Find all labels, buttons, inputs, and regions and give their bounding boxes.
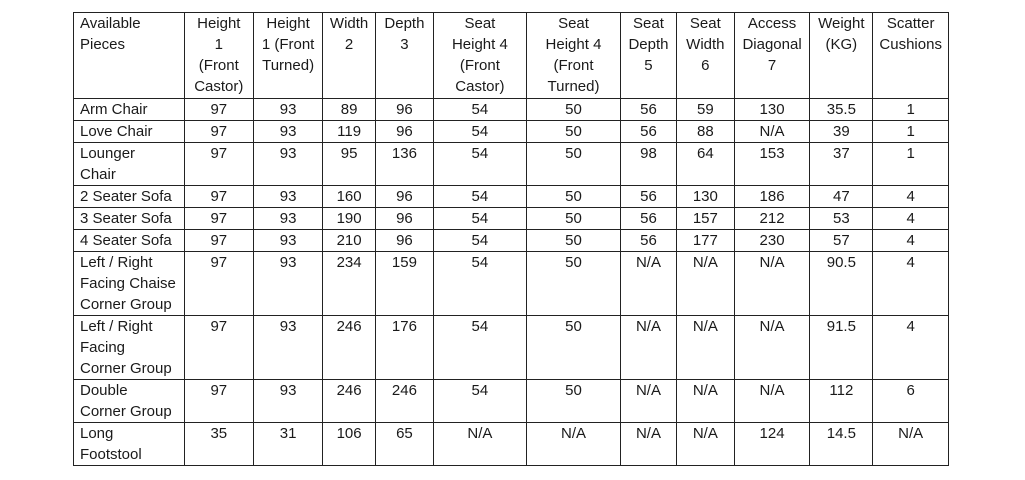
- table-cell: 160: [323, 186, 376, 208]
- table-cell: 56: [621, 230, 677, 252]
- column-header-seat-depth: Seat Depth 5: [621, 13, 677, 99]
- piece-name-cell: Lounger Chair: [74, 143, 185, 186]
- table-cell: 57: [810, 230, 873, 252]
- piece-name-cell: Arm Chair: [74, 99, 185, 121]
- table-cell: 96: [375, 99, 433, 121]
- table-row: [74, 316, 949, 380]
- table-cell: N/A: [676, 423, 734, 466]
- piece-name-cell: Double Corner Group: [74, 380, 185, 423]
- table-cell: 54: [433, 143, 526, 186]
- table-cell: 130: [734, 99, 810, 121]
- table-cell: 50: [526, 316, 620, 380]
- table-cell: N/A: [676, 380, 734, 423]
- table-row: [74, 380, 949, 423]
- table-cell: 97: [184, 252, 253, 316]
- table-cell: 90.5: [810, 252, 873, 316]
- table-cell: 153: [734, 143, 810, 186]
- table-cell: 97: [184, 99, 253, 121]
- table-cell: 50: [526, 99, 620, 121]
- table-cell: 93: [253, 380, 322, 423]
- column-header-depth: Depth 3: [375, 13, 433, 99]
- table-cell: 93: [253, 99, 322, 121]
- table-row: [74, 186, 949, 208]
- table-cell: 96: [375, 208, 433, 230]
- table-cell: 130: [676, 186, 734, 208]
- table-cell: 54: [433, 380, 526, 423]
- table-cell: 4: [873, 252, 949, 316]
- table-cell: 186: [734, 186, 810, 208]
- table-cell: 98: [621, 143, 677, 186]
- table-cell: 35: [184, 423, 253, 466]
- table-cell: 96: [375, 230, 433, 252]
- table-cell: 97: [184, 186, 253, 208]
- column-header-width: Width 2: [323, 13, 376, 99]
- table-cell: 93: [253, 230, 322, 252]
- table-cell: N/A: [621, 316, 677, 380]
- table-cell: 112: [810, 380, 873, 423]
- table-cell: 54: [433, 186, 526, 208]
- table-cell: 1: [873, 121, 949, 143]
- table-cell: 54: [433, 208, 526, 230]
- piece-name-cell: Love Chair: [74, 121, 185, 143]
- table-cell: N/A: [621, 380, 677, 423]
- table-cell: 97: [184, 121, 253, 143]
- table-cell: 212: [734, 208, 810, 230]
- table-cell: 136: [375, 143, 433, 186]
- table-cell: 56: [621, 208, 677, 230]
- table-cell: 50: [526, 208, 620, 230]
- table-cell: 4: [873, 208, 949, 230]
- table-cell: 4: [873, 316, 949, 380]
- table-row: [74, 121, 949, 143]
- table-cell: 54: [433, 252, 526, 316]
- table-cell: N/A: [734, 252, 810, 316]
- column-header-scatter-cushions: Scatter Cushions: [873, 13, 949, 99]
- table-cell: N/A: [734, 380, 810, 423]
- table-cell: 95: [323, 143, 376, 186]
- table-cell: N/A: [676, 316, 734, 380]
- table-cell: 246: [375, 380, 433, 423]
- table-cell: 65: [375, 423, 433, 466]
- column-header-access-diagonal: Access Diagonal 7: [734, 13, 810, 99]
- table-row: [74, 143, 949, 186]
- table-cell: 157: [676, 208, 734, 230]
- table-cell: 88: [676, 121, 734, 143]
- table-cell: 50: [526, 230, 620, 252]
- table-cell: 246: [323, 380, 376, 423]
- table-cell: 59: [676, 99, 734, 121]
- piece-name-cell: Left / Right Facing Chaise Corner Group: [74, 252, 185, 316]
- piece-name-cell: 3 Seater Sofa: [74, 208, 185, 230]
- table-cell: 6: [873, 380, 949, 423]
- table-cell: 246: [323, 316, 376, 380]
- table-cell: N/A: [526, 423, 620, 466]
- table-cell: 93: [253, 252, 322, 316]
- table-cell: 93: [253, 121, 322, 143]
- column-header-height-front-turned: Height 1 (Front Turned): [253, 13, 322, 99]
- table-cell: 119: [323, 121, 376, 143]
- column-header-seat-width: Seat Width 6: [676, 13, 734, 99]
- table-cell: N/A: [621, 252, 677, 316]
- table-cell: 50: [526, 121, 620, 143]
- table-cell: 106: [323, 423, 376, 466]
- table-row: [74, 230, 949, 252]
- column-header-seat-height-front-castor: Seat Height 4 (Front Castor): [433, 13, 526, 99]
- piece-name-cell: Left / Right Facing Corner Group: [74, 316, 185, 380]
- table-cell: 97: [184, 316, 253, 380]
- table-cell: 1: [873, 99, 949, 121]
- table-cell: 64: [676, 143, 734, 186]
- table-cell: 93: [253, 208, 322, 230]
- table-body: [74, 99, 949, 466]
- table-row: [74, 423, 949, 466]
- table-cell: 4: [873, 186, 949, 208]
- table-cell: N/A: [734, 316, 810, 380]
- table-cell: 56: [621, 121, 677, 143]
- table-cell: N/A: [621, 423, 677, 466]
- table-cell: N/A: [676, 252, 734, 316]
- table-cell: N/A: [873, 423, 949, 466]
- table-cell: N/A: [433, 423, 526, 466]
- table-cell: 177: [676, 230, 734, 252]
- table-cell: 96: [375, 121, 433, 143]
- column-header-weight: Weight (KG): [810, 13, 873, 99]
- table-cell: 50: [526, 252, 620, 316]
- table-cell: 97: [184, 143, 253, 186]
- table-cell: 97: [184, 230, 253, 252]
- table-cell: 89: [323, 99, 376, 121]
- table-cell: 230: [734, 230, 810, 252]
- table-cell: 96: [375, 186, 433, 208]
- table-cell: 56: [621, 186, 677, 208]
- table-cell: 56: [621, 99, 677, 121]
- table-cell: 210: [323, 230, 376, 252]
- table-cell: 47: [810, 186, 873, 208]
- table-cell: 54: [433, 99, 526, 121]
- table-cell: 50: [526, 186, 620, 208]
- table-cell: 159: [375, 252, 433, 316]
- table-cell: 97: [184, 380, 253, 423]
- header-row: [74, 13, 949, 99]
- piece-name-cell: Long Footstool: [74, 423, 185, 466]
- piece-name-cell: 4 Seater Sofa: [74, 230, 185, 252]
- table-row: [74, 99, 949, 121]
- column-header-seat-height-front-turned: Seat Height 4 (Front Turned): [526, 13, 620, 99]
- table-cell: 93: [253, 186, 322, 208]
- table-cell: 54: [433, 230, 526, 252]
- table-cell: 234: [323, 252, 376, 316]
- table-cell: N/A: [734, 121, 810, 143]
- table-cell: 190: [323, 208, 376, 230]
- table-cell: 93: [253, 316, 322, 380]
- table-cell: 53: [810, 208, 873, 230]
- table-cell: 124: [734, 423, 810, 466]
- table-cell: 39: [810, 121, 873, 143]
- table-cell: 1: [873, 143, 949, 186]
- table-cell: 54: [433, 316, 526, 380]
- piece-name-cell: 2 Seater Sofa: [74, 186, 185, 208]
- column-header-pieces: Available Pieces: [74, 13, 185, 99]
- table-cell: 35.5: [810, 99, 873, 121]
- table-cell: 93: [253, 143, 322, 186]
- dimensions-table: [73, 12, 949, 466]
- table-cell: 37: [810, 143, 873, 186]
- table-cell: 14.5: [810, 423, 873, 466]
- table-row: [74, 208, 949, 230]
- table-cell: 91.5: [810, 316, 873, 380]
- table-cell: 54: [433, 121, 526, 143]
- column-header-height-front-castor: Height 1 (Front Castor): [184, 13, 253, 99]
- table-row: [74, 252, 949, 316]
- table-cell: 50: [526, 380, 620, 423]
- table-cell: 50: [526, 143, 620, 186]
- table-cell: 31: [253, 423, 322, 466]
- table-cell: 176: [375, 316, 433, 380]
- table-cell: 4: [873, 230, 949, 252]
- table-cell: 97: [184, 208, 253, 230]
